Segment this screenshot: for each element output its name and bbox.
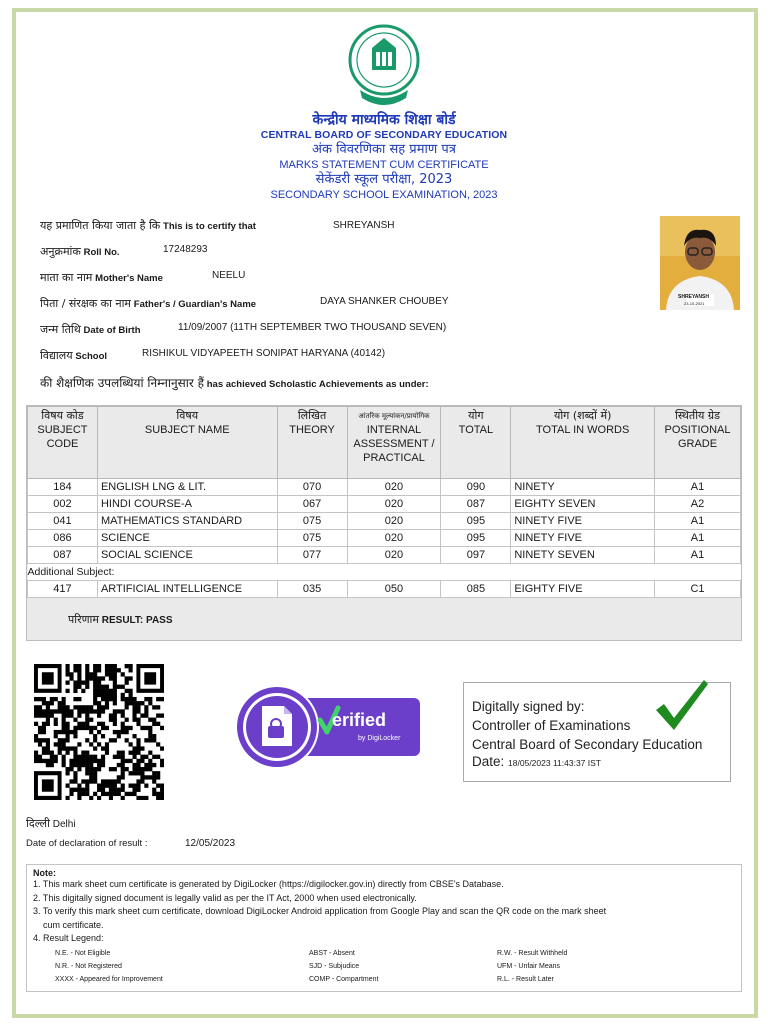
photo-caption: SHREYANSH [678, 294, 709, 300]
certificate-header [200, 112, 568, 202]
father-label: पिता / संरक्षक का नाम Father's / Guardian's Name [40, 297, 257, 310]
photo-date: 23-10-2021 [684, 301, 705, 306]
roll-label: अनुक्रमांक Roll No. [40, 245, 120, 258]
certificate-title-english: MARKS STATEMENT CUM CERTIFICATE [279, 159, 489, 171]
table-row: 417 ARTIFICIAL INTELLIGENCE 035 050 085 EIGHTY FIVE C1 [28, 581, 741, 598]
table-row: 086 SCIENCE 075 020 095 NINETY FIVE A1 [28, 530, 741, 547]
certificate-title-hindi: अंक विवरणिका सह प्रमाण पत्र [312, 142, 456, 157]
note-item: 1. This mark sheet cum certificate is generated by DigiLocker (https://digilocker.gov.in) directly from CBSE's Database. [33, 879, 504, 889]
marks-table-container [26, 405, 742, 641]
result-status: परिणाम RESULT: PASS [68, 613, 173, 626]
col-header-grade: स्थितीय ग्रेड POSITIONAL GRADE [655, 407, 741, 479]
declaration-date: 12/05/2023 [185, 838, 236, 849]
note-item: 2. This digitally signed document is legally valid as per the IT Act, 2000 when used electronically. [33, 892, 417, 903]
table-row: 184 ENGLISH LNG & LIT. 070 020 090 NINETY A1 [28, 479, 741, 496]
signature-date: Date: 18/05/2023 11:43:37 IST [472, 754, 601, 769]
table-row: 041 MATHEMATICS STANDARD 075 020 095 NINETY FIVE A1 [28, 513, 741, 530]
dob-label: जन्म तिथि Date of Birth [40, 323, 141, 336]
verified-subtext: by DigiLocker [358, 735, 401, 742]
certify-line: यह प्रमाणित किया जाता है कि This is to certify that [40, 219, 256, 232]
declaration-date-label: Date of declaration of result : [26, 838, 148, 849]
note-item: cum certificate. [43, 919, 104, 930]
school-label: विद्यालय School [40, 349, 108, 362]
table-row: 087 SOCIAL SCIENCE 077 020 097 NINETY SEVEN A1 [28, 547, 741, 564]
col-header-internal: आंतरिक मूल्यांकन/प्रायोगिक INTERNAL ASSESSMENT / PRACTICAL [347, 407, 441, 479]
note-section [26, 864, 742, 992]
col-header-theory: लिखित THEORY [277, 407, 347, 479]
legend-column: R.W. - Result Withheld UFM - Unfair Means R.L. - Result Later [497, 950, 568, 983]
exam-name-english: SECONDARY SCHOOL EXAMINATION, 2023 [270, 189, 498, 201]
verified-text: erified [332, 710, 387, 730]
school-name: RISHIKUL VIDYAPEETH SONIPAT HARYANA (40142) [142, 348, 386, 359]
marks-table [27, 406, 741, 598]
date-of-birth: 11/09/2007 (11TH SEPTEMBER TWO THOUSAND SEVEN) [178, 322, 447, 333]
roll-number: 17248293 [163, 244, 208, 255]
col-header-subject: विषय SUBJECT NAME [97, 407, 277, 479]
check-mark-icon [652, 676, 710, 734]
col-header-total-words: योग (शब्दों में) TOTAL IN WORDS [511, 407, 655, 479]
signer-title: Controller of Examinations [472, 718, 631, 733]
father-name: DAYA SHANKER CHOUBEY [320, 296, 449, 307]
note-title: Note: [33, 868, 56, 878]
board-name-english: CENTRAL BOARD OF SECONDARY EDUCATION [260, 129, 508, 141]
mother-name: NEELU [212, 270, 246, 281]
legend-column: ABST - Absent SJD - Subjudice COMP - Compartment [309, 950, 379, 983]
col-header-code: विषय कोड SUBJECT CODE [28, 407, 98, 479]
note-item: 4. Result Legend: [33, 933, 104, 943]
signer-organization: Central Board of Secondary Education [472, 737, 703, 752]
table-row: 002 HINDI COURSE-A 067 020 087 EIGHTY SEVEN A2 [28, 496, 741, 513]
board-name-hindi: केन्द्रीय माध्यमिक शिक्षा बोर्ड [312, 112, 456, 128]
mother-label: माता का नाम Mother's Name [40, 271, 163, 284]
legend-column: N.E. - Not Eligible N.R. - Not Registered XXXX - Appeared for Improvement [55, 950, 163, 983]
place-of-issue: दिल्ली Delhi [26, 817, 76, 830]
col-header-total: योग TOTAL [441, 407, 511, 479]
additional-subject-row: Additional Subject: [28, 564, 741, 581]
qr-code-icon[interactable] [34, 664, 164, 800]
note-item: 3. To verify this mark sheet cum certificate, download DigiLocker Android application from Google Play and scan the QR code on the mark sheet [33, 906, 607, 916]
achievement-line: की शैक्षणिक उपलब्धियां निम्नानुसार हैं has achieved Scholastic Achievements as under: [40, 376, 429, 390]
verified-badge-icon [234, 684, 422, 770]
signed-by-label: Digitally signed by: [472, 699, 585, 714]
student-name: SHREYANSH [333, 220, 395, 231]
exam-name-hindi: सेकेंडरी स्कूल परीक्षा, 2023 [315, 172, 453, 187]
cbse-logo-icon [348, 20, 420, 108]
student-photo [660, 216, 740, 310]
